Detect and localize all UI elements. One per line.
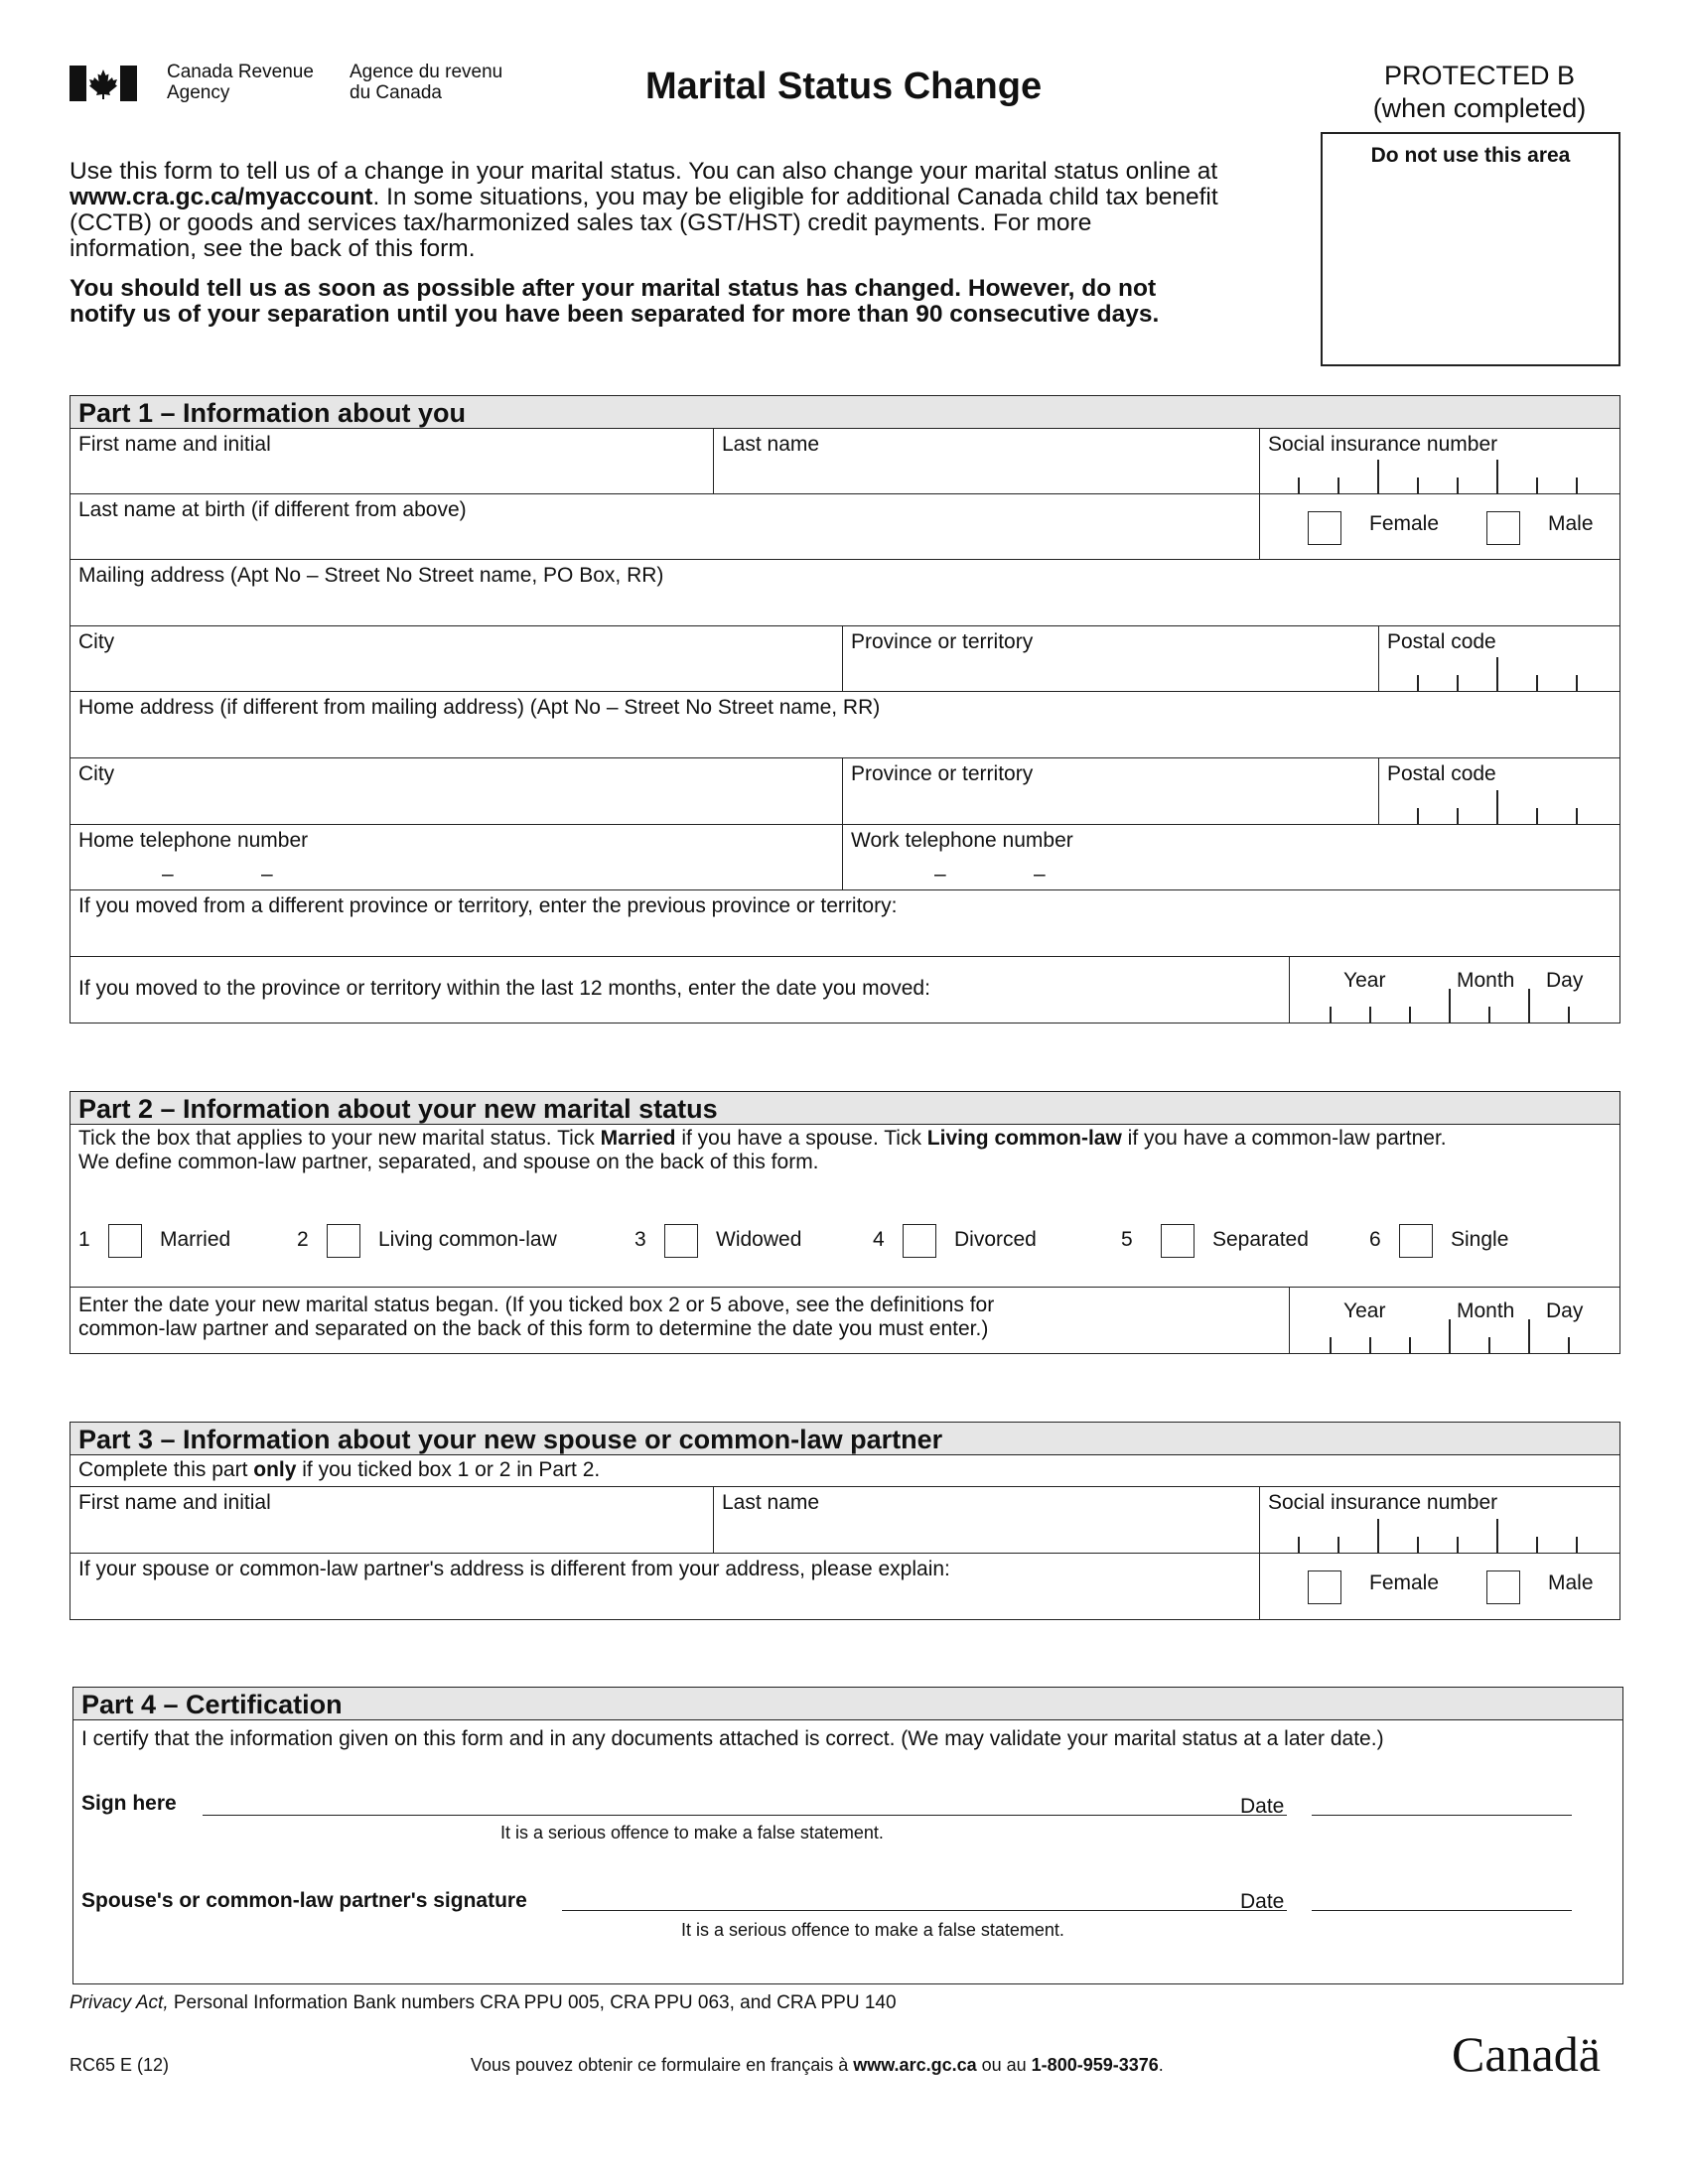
instr-a: Tick the box that applies to your new marital status. Tick xyxy=(78,1127,601,1150)
phone-number: 1-800-959-3376 xyxy=(1031,2055,1159,2075)
french-text-a: Vous pouvez obtenir ce formulaire en français à xyxy=(471,2055,854,2075)
french-note xyxy=(471,2055,1164,2076)
male-label: Male xyxy=(1548,512,1594,535)
status-date-text xyxy=(70,1288,1289,1353)
instr-common-law: Living common-law xyxy=(926,1127,1122,1150)
part4-title: Part 4 – Certification xyxy=(73,1688,1622,1720)
separated-checkbox[interactable] xyxy=(1161,1224,1195,1258)
intro-text xyxy=(70,159,1221,341)
certify-text: I certify that the information given on this form and in any documents attached is correct. (We may validate your marital status at a later date.) xyxy=(81,1727,1384,1750)
arc-link[interactable]: www.arc.gc.ca xyxy=(853,2055,977,2075)
form-title: Marital Status Change xyxy=(645,66,1043,107)
work-phone-field[interactable] xyxy=(842,825,1619,889)
spouse-female-checkbox[interactable] xyxy=(1308,1570,1341,1604)
intro-paragraph-2: You should tell us as soon as possible after your marital status has changed. However, do not notify us of your separation until you have been separated for more than 90 consecutive days. xyxy=(70,275,1160,328)
home-province-label: Province or territory xyxy=(851,762,1034,785)
protected-line1: PROTECTED B xyxy=(1383,61,1576,90)
part4-section xyxy=(72,1687,1623,1984)
french-text-c: . xyxy=(1158,2055,1164,2075)
first-name-field[interactable] xyxy=(70,429,713,493)
home-province-field[interactable] xyxy=(842,758,1378,824)
status-year-label: Year xyxy=(1343,1299,1386,1322)
agency-en-line2: Agency xyxy=(167,82,230,103)
part3-address-row xyxy=(70,1554,1619,1619)
spouse-female-label: Female xyxy=(1369,1571,1440,1594)
spouse-signature-label: Spouse's or common-law partner's signature xyxy=(81,1889,527,1912)
home-city-field[interactable] xyxy=(70,758,842,824)
spouse-first-name-label: First name and initial xyxy=(78,1491,271,1514)
agency-fr-line2: du Canada xyxy=(350,82,442,103)
last-name-label: Last name xyxy=(722,433,820,456)
status-day-label: Day xyxy=(1546,1299,1584,1322)
spouse-last-name-label: Last name xyxy=(722,1491,820,1514)
sign-here-label: Sign here xyxy=(81,1792,177,1815)
home-address-field[interactable] xyxy=(70,692,1619,757)
home-phone-label: Home telephone number xyxy=(78,829,309,852)
part3-instr-only: only xyxy=(253,1458,297,1481)
spouse-address-field[interactable] xyxy=(70,1554,1259,1619)
home-phone-dash-1: – xyxy=(162,863,174,886)
common-law-checkbox[interactable] xyxy=(327,1224,360,1258)
moved-year-label: Year xyxy=(1343,969,1386,992)
home-postal-code-label: Postal code xyxy=(1387,762,1496,785)
home-postal-code-field[interactable] xyxy=(1378,758,1619,824)
previous-province-field[interactable] xyxy=(70,890,1619,956)
part2-instr-line1 xyxy=(78,1127,1612,1151)
spouse-address-label: If your spouse or common-law partner's address is different from your address, please explain: xyxy=(78,1558,950,1580)
part1-birthname-row xyxy=(70,494,1619,560)
option-6-number: 6 xyxy=(1369,1228,1381,1251)
canada-wordmark: Canadä xyxy=(1452,2026,1601,2082)
offence-note: It is a serious offence to make a false statement. xyxy=(500,1823,884,1843)
part2-date-row xyxy=(70,1288,1619,1353)
single-checkbox[interactable] xyxy=(1399,1224,1433,1258)
part1-phone-row xyxy=(70,825,1619,890)
date-line[interactable] xyxy=(1312,1815,1572,1816)
part1-section xyxy=(70,395,1620,1024)
privacy-banks: Personal Information Bank numbers CRA PPU 005, CRA PPU 063, and CRA PPU 140 xyxy=(168,1992,897,2013)
city-field[interactable] xyxy=(70,626,842,691)
city-label: City xyxy=(78,630,115,653)
separated-label: Separated xyxy=(1212,1228,1309,1251)
part2-instructions xyxy=(78,1127,1612,1174)
signature-line[interactable] xyxy=(203,1815,1287,1816)
spouse-male-label: Male xyxy=(1548,1571,1594,1594)
spouse-sex-selector xyxy=(1259,1554,1619,1619)
moved-date-field[interactable] xyxy=(1289,957,1619,1023)
protected-line2: (when completed) xyxy=(1372,93,1587,123)
option-3-number: 3 xyxy=(634,1228,646,1251)
instr-married: Married xyxy=(600,1127,676,1150)
moved-day-label: Day xyxy=(1546,969,1584,992)
part3-instruction-row xyxy=(70,1455,1619,1487)
part2-section xyxy=(70,1091,1620,1354)
agency-name-fr xyxy=(350,62,502,103)
home-city-label: City xyxy=(78,762,115,785)
part1-title: Part 1 – Information about you xyxy=(70,396,1619,429)
birth-name-label: Last name at birth (if different from above) xyxy=(78,498,467,521)
part1-home-address-row xyxy=(70,692,1619,758)
instr-c: if you have a common-law partner. xyxy=(1121,1127,1447,1150)
part1-prev-province-row xyxy=(70,890,1619,957)
part3-name-row xyxy=(70,1487,1619,1554)
work-phone-label: Work telephone number xyxy=(851,829,1073,852)
sex-selector xyxy=(1259,494,1619,559)
spouse-first-name-field[interactable] xyxy=(70,1487,713,1553)
common-law-label: Living common-law xyxy=(378,1228,557,1251)
married-label: Married xyxy=(160,1228,231,1251)
widowed-label: Widowed xyxy=(716,1228,802,1251)
intro-text-b: . In some situations, you may be eligible for additional Canada child tax benefit (CCTB) or goods and services tax/harmonized sales tax (GST/HST) credit payments. For more information, see the back of this form. xyxy=(70,184,1218,262)
postal-code-field[interactable] xyxy=(1378,626,1619,691)
do-not-use-area xyxy=(1321,132,1620,366)
do-not-use-label: Do not use this area xyxy=(1370,144,1571,167)
spouse-date-label: Date xyxy=(1240,1890,1285,1913)
first-name-label: First name and initial xyxy=(78,433,271,456)
sin-field[interactable] xyxy=(1259,429,1619,493)
part3-instr-a: Complete this part xyxy=(78,1458,254,1481)
part2-options-row xyxy=(70,1125,1619,1288)
province-label: Province or territory xyxy=(851,630,1034,653)
work-phone-dash-2: – xyxy=(1034,863,1046,886)
part2-instr-line2: We define common-law partner, separated, and spouse on the back of this form. xyxy=(78,1151,819,1173)
married-checkbox[interactable] xyxy=(108,1224,142,1258)
form-code: RC65 E (12) xyxy=(70,2055,170,2075)
instr-b: if you have a spouse. Tick xyxy=(675,1127,927,1150)
status-date-line2: common-law partner and separated on the back of this form to determine the date you must enter.) xyxy=(78,1317,989,1340)
agency-name-en xyxy=(167,62,314,103)
moved-month-label: Month xyxy=(1457,969,1515,992)
part3-instruction xyxy=(78,1458,600,1482)
home-phone-field[interactable] xyxy=(70,825,842,889)
previous-province-label: If you moved from a different province or territory, enter the previous province or territory: xyxy=(78,894,898,917)
spouse-male-checkbox[interactable] xyxy=(1486,1570,1520,1604)
part1-city-row xyxy=(70,626,1619,692)
privacy-note xyxy=(70,1992,897,2014)
work-phone-dash-1: – xyxy=(934,863,946,886)
intro-paragraph-1 xyxy=(70,159,1221,262)
agency-en-line1: Canada Revenue xyxy=(167,62,314,82)
part1-city2-row xyxy=(70,758,1619,825)
spouse-signature-line[interactable] xyxy=(562,1910,1287,1911)
part3-instr-b: if you ticked box 1 or 2 in Part 2. xyxy=(296,1458,601,1481)
mailing-address-label: Mailing address (Apt No – Street No Street name, PO Box, RR) xyxy=(78,564,664,587)
agency-fr-line1: Agence du revenu xyxy=(350,62,503,82)
privacy-act: Privacy Act, xyxy=(70,1992,169,2013)
male-checkbox[interactable] xyxy=(1486,511,1520,545)
province-field[interactable] xyxy=(842,626,1378,691)
option-1-number: 1 xyxy=(78,1228,90,1251)
part2-title: Part 2 – Information about your new marital status xyxy=(70,1092,1619,1125)
canada-flag-icon xyxy=(70,66,137,101)
intro-text-a: Use this form to tell us of a change in your marital status. You can also change your marital status online at xyxy=(70,158,1218,185)
option-2-number: 2 xyxy=(297,1228,309,1251)
option-5-number: 5 xyxy=(1121,1228,1133,1251)
status-date-line1: Enter the date your new marital status began. (If you ticked box 2 or 5 above, see the definitions for xyxy=(78,1294,995,1316)
status-month-label: Month xyxy=(1457,1299,1515,1322)
spouse-date-line[interactable] xyxy=(1312,1910,1572,1911)
birth-name-field[interactable] xyxy=(70,494,1259,559)
female-label: Female xyxy=(1369,512,1440,535)
last-name-field[interactable] xyxy=(713,429,1259,493)
sin-label: Social insurance number xyxy=(1268,433,1498,456)
status-date-field[interactable] xyxy=(1289,1288,1619,1353)
french-text-b: ou au xyxy=(976,2055,1032,2075)
mailing-address-field[interactable] xyxy=(70,560,1619,625)
moved-date-label: If you moved to the province or territory within the last 12 months, enter the date you moved: xyxy=(78,977,930,1000)
protected-label xyxy=(1331,60,1628,125)
home-address-label: Home address (if different from mailing address) (Apt No – Street No Street name, RR) xyxy=(78,696,881,719)
home-phone-dash-2: – xyxy=(261,863,273,886)
divorced-label: Divorced xyxy=(954,1228,1037,1251)
divorced-checkbox[interactable] xyxy=(903,1224,936,1258)
single-label: Single xyxy=(1451,1228,1509,1251)
option-4-number: 4 xyxy=(873,1228,885,1251)
spouse-sin-label: Social insurance number xyxy=(1268,1491,1498,1514)
moved-date-text xyxy=(70,957,1289,1023)
status-date-label xyxy=(78,1294,994,1341)
part1-mailing-row xyxy=(70,560,1619,626)
date-label: Date xyxy=(1240,1795,1285,1818)
myaccount-link[interactable]: www.cra.gc.ca/myaccount xyxy=(70,184,373,210)
part3-title: Part 3 – Information about your new spouse or common-law partner xyxy=(70,1423,1619,1455)
offence-note-2: It is a serious offence to make a false statement. xyxy=(681,1920,1064,1940)
part3-section xyxy=(70,1422,1620,1620)
postal-code-label: Postal code xyxy=(1387,630,1496,653)
widowed-checkbox[interactable] xyxy=(664,1224,698,1258)
spouse-last-name-field[interactable] xyxy=(713,1487,1259,1553)
part1-moved-date-row xyxy=(70,957,1619,1023)
spouse-sin-field[interactable] xyxy=(1259,1487,1619,1553)
part1-name-row xyxy=(70,429,1619,494)
female-checkbox[interactable] xyxy=(1308,511,1341,545)
